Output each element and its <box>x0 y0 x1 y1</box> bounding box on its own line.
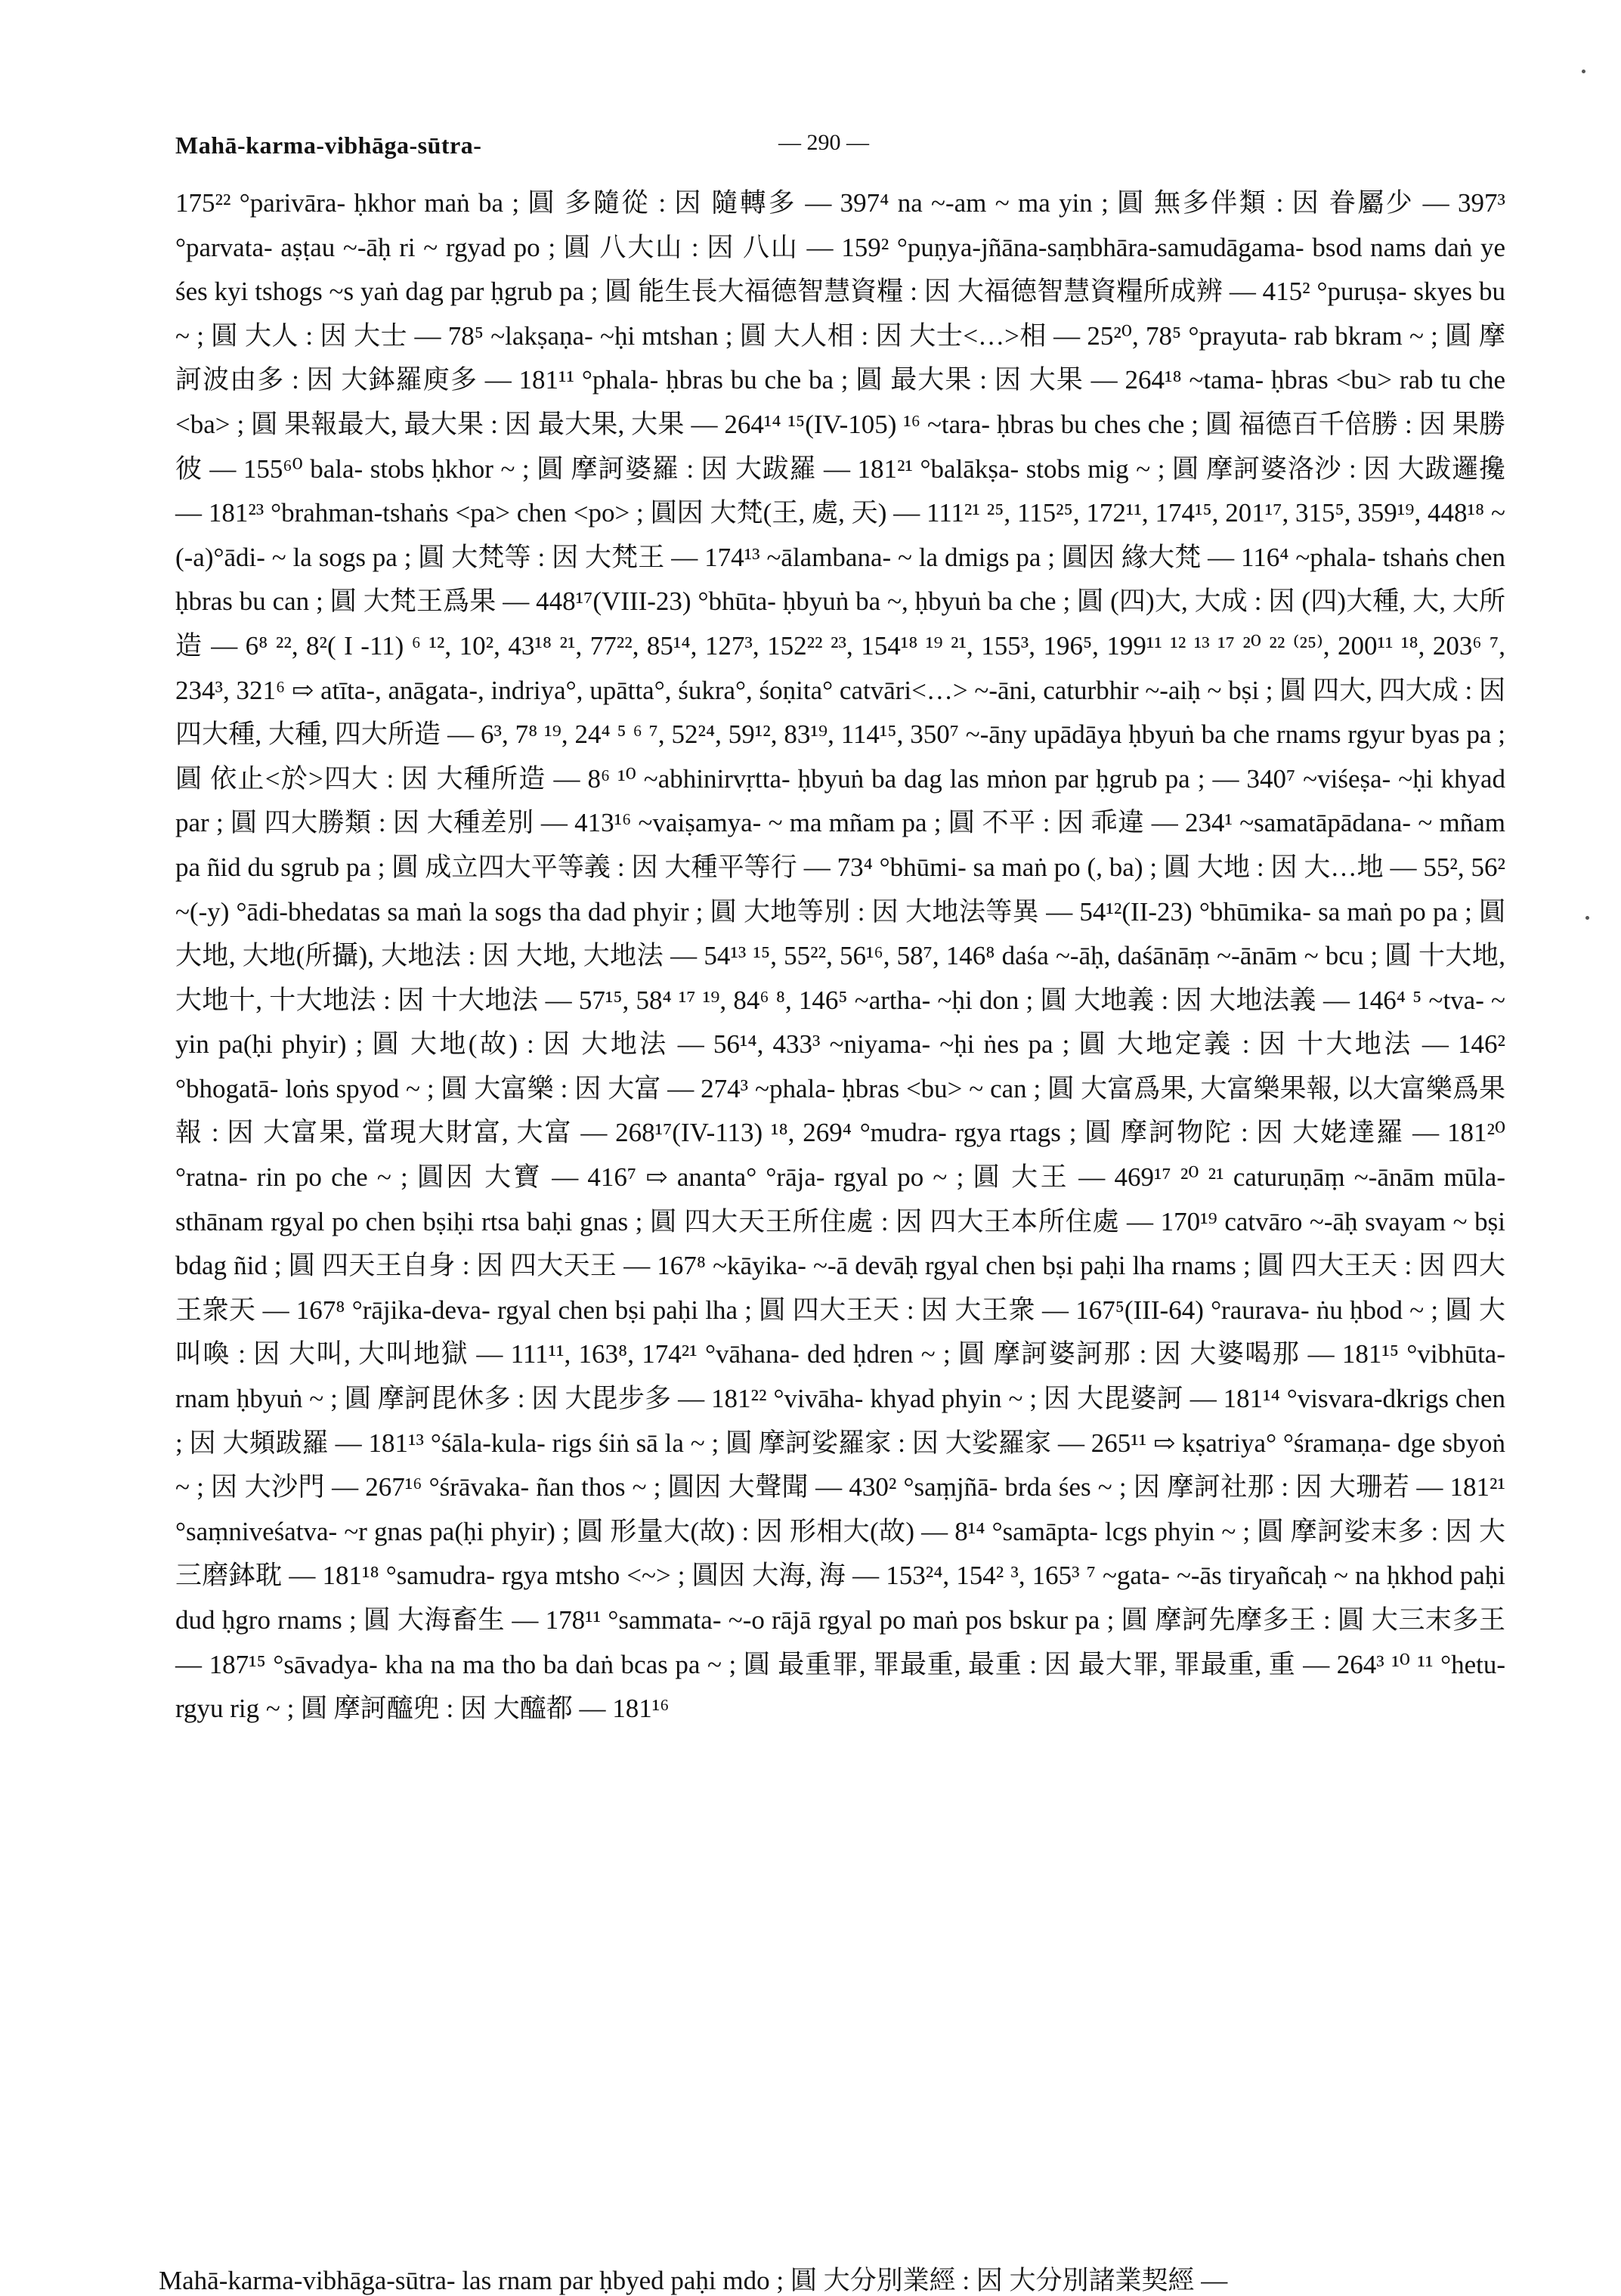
running-title: Mahā-karma-vibhāga-sūtra- <box>175 132 482 159</box>
dictionary-entry-body: 175²² °parivāra- ḥkhor maṅ ba ; 圓 多隨從 : 因 隨轉多 — 397⁴ na ~-am ~ ma yin ; 圓 無多伴類 : 因 眷屬少 — 397³ °parvata- aṣṭau ~-āḥ ri ~ rgyad po ; 圓 八大山 : 因 八山 — 159² °puṇya-jñāna-saṃbhāra-samudāgama- bsod nams daṅ ye śes kyi tshogs ~s yaṅ dag par ḥgrub pa ; 圓 能生長大福德智慧資糧 : 因 大福德智慧資糧所成辨 — 415² °puruṣa- skyes bu ~ ; 圓 大人 : 因 大士 — 78⁵ ~lakṣaṇa- ~ḥi mtshan ; 圓 大人相 : 因 大士<…>相 — 25²⁰, 78⁵ °prayuta- rab bkram ~ ; 圓 摩訶波由多 : 因 大鉢羅庾多 — 181¹¹ °phala- ḥbras bu che ba ; 圓 最大果 : 因 大果 — 264¹⁸ ~tama- ḥbras <bu> rab tu che <ba> ; 圓 果報最大, 最大果 : 因 最大果, 大果 — 264¹⁴ ¹⁵(IV-105) ¹⁶ ~tara- ḥbras bu ches che ; 圓 福德百千倍勝 : 因 果勝彼 — 155⁶⁰ bala- stobs ḥkhor ~ ; 圓 摩訶婆羅 : 因 大跋羅 — 181²¹ °balākṣa- stobs mig ~ ; 圓 摩訶婆洛沙 : 因 大跋邏攙 — 181²³ °brahman-tshaṅs <pa> chen <po> ; 圓因 大梵(王, 處, 天) — 111²¹ ²⁵, 115²⁵, 172¹¹, 174¹⁵, 201¹⁷, 315⁵, 359¹⁹, 448¹⁸ ~(-a)°ādi- ~ la sogs pa ; 圓 大梵等 : 因 大梵王 — 174¹³ ~ālambana- ~ la dmigs pa ; 圓因 緣大梵 — 116⁴ ~phala- tshaṅs chen ḥbras bu can ; 圓 大梵王爲果 — 448¹⁷(VIII-23) °bhūta- ḥbyuṅ ba ~, ḥbyuṅ ba che ; 圓 (四)大, 大成 : 因 (四)大種, 大, 大所造 — 6⁸ ²², 8²( I -11) ⁶ ¹², 10², 43¹⁸ ²¹, 77²², 85¹⁴, 127³, 152²² ²³, 154¹⁸ ¹⁹ ²¹, 155³, 196⁵, 199¹¹ ¹² ¹³ ¹⁷ ²⁰ ²² ⁽²⁵⁾, 200¹¹ ¹⁸, 203⁶ ⁷, 234³, 321⁶ ⇨ atīta-, anāgata-, indriya°, upātta°, śukra°, śoṇita° catvāri<…> ~-āni, caturbhir ~-aiḥ ~ bṣi ; 圓 四大, 四大成 : 因 四大種, 大種, 四大所造 — 6³, 7⁸ ¹⁹, 24⁴ ⁵ ⁶ ⁷, 52²⁴, 59¹², 83¹⁹, 114¹⁵, 350⁷ ~-āny upādāya ḥbyuṅ ba che rnams rgyur byas pa ; 圓 依止<於>四大 : 因 大種所造 — 8⁶ ¹⁰ ~abhinirvṛtta- ḥbyuṅ ba dag las mṅon par ḥgrub pa ; — 340⁷ ~viśeṣa- ~ḥi khyad par ; 圓 四大勝類 : 因 大種差別 — 413¹⁶ ~vaiṣamya- ~ ma mñam pa ; 圓 不平 : 因 乖違 — 234¹ ~samatāpādana- ~ mñam pa ñid du sgrub pa ; 圓 成立四大平等義 : 因 大種平等行 — 73⁴ °bhūmi- sa maṅ po (, ba) ; 圓 大地 : 因 大…地 — 55², 56² ~(-y) °ādi-bhedatas sa maṅ la sogs tha dad phyir ; 圓 大地等別 : 因 大地法等異 — 54¹²(II-23) °bhūmika- sa maṅ po pa ; 圓 大地, 大地(所攝), 大地法 : 因 大地, 大地法 — 54¹³ ¹⁵, 55²², 56¹⁶, 58⁷, 146⁸ daśa ~-āḥ, daśānāṃ ~-ānām ~ bcu ; 圓 十大地, 大地十, 十大地法 : 因 十大地法 — 57¹⁵, 58⁴ ¹⁷ ¹⁹, 84⁶ ⁸, 146⁵ ~artha- ~ḥi don ; 圓 大地義 : 因 大地法義 — 146⁴ ⁵ ~tva- ~ yin pa(ḥi phyir) ; 圓 大地(故) : 因 大地法 — 56¹⁴, 433³ ~niyama- ~ḥi ṅes pa ; 圓 大地定義 : 因 十大地法 — 146² °bhogatā- loṅs spyod ~ ; 圓 大富樂 : 因 大富 — 274³ ~phala- ḥbras <bu> ~ can ; 圓 大富爲果, 大富樂果報, 以大富樂爲果報 : 因 大富果, 當現大財富, 大富 — 268¹⁷(IV-113) ¹⁸, 269⁴ °mudra- rgya rtags ; 圓 摩訶物陀 : 因 大姥達羅 — 181²⁰ °ratna- rin po che ~ ; 圓因 大寶 — 416⁷ ⇨ ananta° °rāja- rgyal po ~ ; 圓 大王 — 469¹⁷ ²⁰ ²¹ caturuṇāṃ ~-ānām mūla-sthānam rgyal po chen bṣiḥi rtsa baḥi gnas ; 圓 四大天王所住處 : 因 四大王本所住處 — 170¹⁹ catvāro ~-āḥ svayam ~ bṣi bdag ñid ; 圓 四天王自身 : 因 四大天王 — 167⁸ ~kāyika- ~-ā devāḥ rgyal chen bṣi paḥi lha rnams ; 圓 四大王天 : 因 四大王衆天 — 167⁸ °rājika-deva- rgyal chen bṣi paḥi lha ; 圓 四大王天 : 因 大王衆 — 167⁵(III-64) °raurava- ṅu ḥbod ~ ; 圓 大叫喚 : 因 大叫, 大叫地獄 — 111¹¹, 163⁸, 174²¹ °vāhana- ded ḥdren ~ ; 圓 摩訶婆訶那 : 因 大婆喝那 — 181¹⁵ °vibhūta- rnam ḥbyuṅ ~ ; 圓 摩訶毘休多 : 因 大毘步多 — 181²² °vivāha- khyad phyin ~ ; 因 大毘婆訶 — 181¹⁴ °visvara-dkrigs chen ; 因 大頻跋羅 — 181¹³ °śāla-kula- rigs śiṅ sā la ~ ; 圓 摩訶娑羅家 : 因 大娑羅家 — 265¹¹ ⇨ kṣatriya° °śramaṇa- dge sbyoṅ ~ ; 因 大沙門 — 267¹⁶ °śrāvaka- ñan thos ~ ; 圓因 大聲聞 — 430² °saṃjñā- brda śes ~ ; 因 摩訶社那 : 因 大珊若 — 181²¹ °saṃniveśatva- ~r gnas pa(ḥi phyir) ; 圓 形量大(故) : 因 形相大(故) — 8¹⁴ °samāpta- lcgs phyin ~ ; 圓 摩訶娑末多 : 因 大三磨鉢耽 — 181¹⁸ °samudra- rgya mtsho <~> ; 圓因 大海, 海 — 153²⁴, 154² ³, 165³ ⁷ ~gata- ~-ās tiryañcaḥ ~ na ḥkhod paḥi dud ḥgro rnams ; 圓 大海畜生 — 178¹¹ °sammata- ~-o rājā rgyal po maṅ pos bskur pa ; 圓 摩訶先摩多王 : 圓 大三末多王 — 187¹⁵ °sāvadya- kha na ma tho ba daṅ bcas pa ~ ; 圓 最重罪, 罪最重, 最重 : 因 最大罪, 罪最重, 重 — 264³ ¹⁰ ¹¹ °hetu- rgyu rig ~ ; 圓 摩訶醯兜 : 因 大醯都 — 181¹⁶ <box>175 188 1505 1724</box>
page-number: — 290 — <box>778 130 869 155</box>
scan-speck <box>1585 916 1589 920</box>
scan-speck <box>1582 70 1585 73</box>
next-dictionary-entry: Mahā-karma-vibhāga-sūtra- las rnam par ḥbyed paḥi mdo ; 圓 大分別業經 : 因 大分別諸業契經 — <box>159 2266 1228 2295</box>
